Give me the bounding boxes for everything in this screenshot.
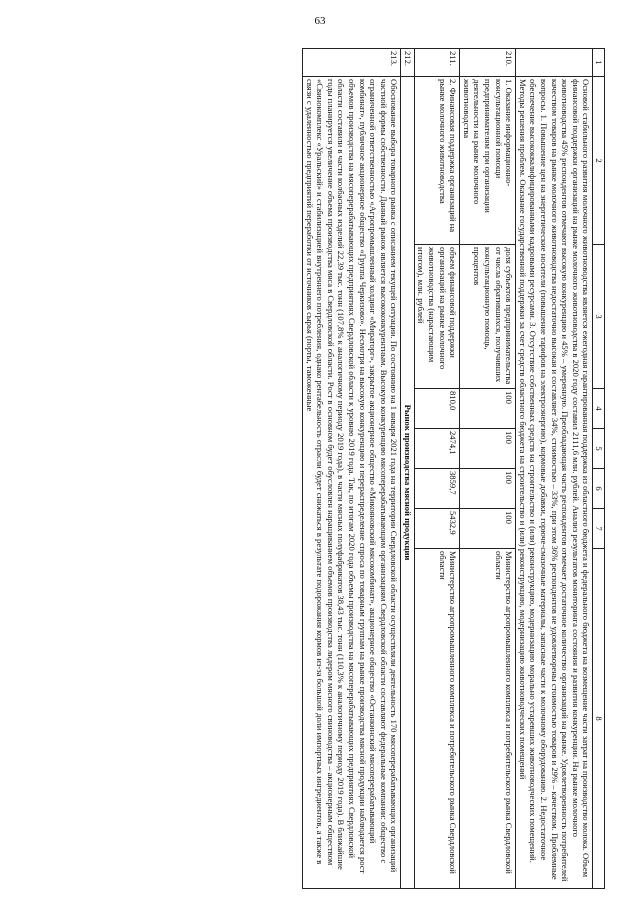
intro-row — [516, 49, 593, 889]
col-header-4: 4 — [593, 389, 605, 429]
section-heading-row — [401, 49, 415, 889]
value-2021: 810,0 — [414, 389, 459, 429]
col-header-2: 2 — [593, 77, 605, 245]
section-title: Рынок производства мясной продукции — [401, 77, 415, 889]
col-header-5: 5 — [593, 429, 605, 469]
table-row — [460, 49, 516, 889]
value-2022: 2474,1 — [414, 429, 459, 469]
row-number: 212. — [401, 49, 415, 77]
responsible-cell: Министерство агропромышленного комплекса и потребительского рынка Свердловской области — [414, 549, 459, 889]
market-description: Обоснование выбора товарного рынка с описанием текущей ситуации. По состоянию на 1 января 2021 года на территории Свердловской области осуществляли деятельность 170 мясоперерабатывающих организаций частной формы собственности. Данный рынок является высококонкурентным. Высокую конкуренцию мясоперерабатывающим организациям Свердловской области составляют федеральные компании: общество с ограниченной ответственностью «Агропромышленный холдинг «Мираторг», закрытое акционерное общество «Микояновский мясокомбинат», акционерное общество «Останкинский мясоперерабатывающий комбинат», публичное акционерное общество «Группа Черкизово». Несмотря на высокую конкуренцию и перераспределение спроса по товарным группам на рынке производства мясной продукции наблюдается рост объемов производства на мясоперерабатывающих предприятиях Свердловской области к уровню 2019 года. Так, по итогам 2020 года объемы производства на мясоперерабатывающих предприятиях Свердловской области составили в части колбасных изделий 22,39 тыс. тонн (107,8% к аналогичному периоду 2019 года), в части мясных полуфабрикатов 38,43 тыс. тонн (110,3% к аналогичному периоду 2019 года). В ближайшие годы планируется увеличение объема производства мяса в Свердловской области. Рост в основном будет обусловлен наращиванием объемов производства лидером мясного свиноводства – акционерным обществом «Свинокомплекс «Уральский» и стабилизацией внутреннего потребления, однако рентабельность отрасли будет снижаться в результате подорожания кормов из-за большой доли импортных ингредиентов, а также в связи с удаленностью предприятий переработки от источников сырья (порты, таможенные — [302, 77, 400, 889]
col-header-1: 1 — [593, 49, 605, 77]
col-header-7: 7 — [593, 509, 605, 549]
col-header-3: 3 — [593, 245, 605, 389]
row-number: 211. — [414, 49, 459, 77]
value-2023: 3859,7 — [414, 469, 459, 509]
table-row — [302, 49, 400, 889]
page-number: 63 — [314, 15, 326, 27]
indicator-cell: объем финансовой поддержки организаций на рынке молочного животноводства (нарастающим итогом), млн. рублей — [414, 245, 459, 389]
column-number-row — [593, 49, 605, 889]
row-number: 210. — [460, 49, 516, 77]
row-number: 213. — [302, 49, 400, 77]
table-row — [414, 49, 459, 889]
measure-cell: 2. Финансовая поддержка организаций на рынке молочного животноводства — [414, 77, 459, 245]
value-2022: 100 — [460, 429, 516, 469]
indicator-cell: доля субъектов предпринимательства от числа обратившихся, получивших консультационную помощь, процентов — [460, 245, 516, 389]
measures-table — [302, 48, 605, 889]
rotated-table-container — [45, 48, 605, 888]
intro-text: Основой стабильного развития молочного животноводства является ежегодная гарантированная поддержка из областного бюджета и федерального бюджета на возмещение части затрат на производство молока. Объем финансовой поддержки организаций на рынке молочного животноводства в 2020 году составил 2111,6 млн. рублей. Анализ результатов мониторинга состояния и развития конкуренции. На рынке молочного животноводства 45% респондентов отмечают высокую конкуренцию и 45% – умеренную. Преобладающая часть респондентов отмечает достаточное количество организаций на рынке. Удовлетворенность потребителей качеством товаров на рынке молочного животноводства недостаточно высокая и составляет 34%, стоимостью – 33%, при этом 36% респондентов не удовлетворены стоимостью товаров и 29% – качеством. Проблемные вопросы. 1. Повышение цен на энергетические носители (повышение тарифов на электроэнергию), кормовые добавки, горюче-смазочные материалы, запасные части к молочному оборудованию. 2. Недостаточное обеспечение высококвалифицированными кадровыми ресурсами. 3. Отсутствие собственных средств на строительство и (или) реконструкцию, модернизацию морально устаревших животноводческих помещений. Методы решения проблем. Оказание государственной поддержки за счет средств областного бюджета на строительство и (или) реконструкцию, модернизацию животноводческих помещений — [516, 77, 593, 889]
measure-cell: 1. Оказание информационно-консультационной помощи предпринимателям при организации деятельности на рынке молочного животноводства — [460, 77, 516, 245]
value-2023: 100 — [460, 469, 516, 509]
col-header-8: 8 — [593, 549, 605, 889]
value-2024: 5432,9 — [414, 509, 459, 549]
row-number — [516, 49, 593, 77]
col-header-6: 6 — [593, 469, 605, 509]
value-2021: 100 — [460, 389, 516, 429]
responsible-cell: Министерство агропромышленного комплекса и потребительского рынка Свердловской области — [460, 549, 516, 889]
value-2024: 100 — [460, 509, 516, 549]
